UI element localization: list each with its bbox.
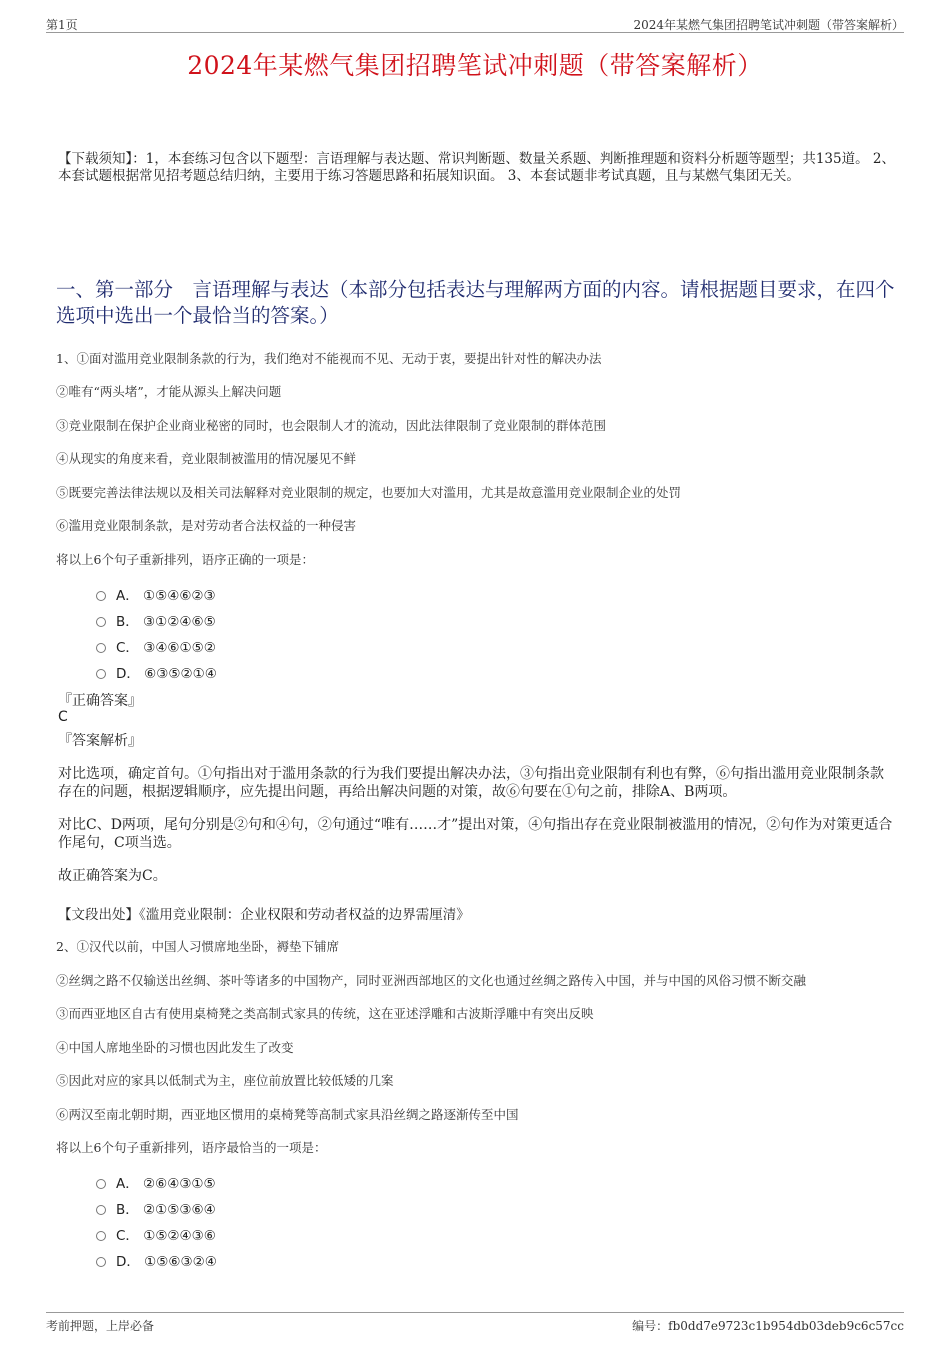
q2-option-b[interactable]: B． ②①⑤③⑥④ [96,1198,216,1218]
q1-line: ④从现实的角度来看，竞业限制被滥用的情况屡见不鲜 [56,451,357,466]
answer-value: C [58,709,68,725]
page-number: 第1页 [46,18,78,32]
page-header [46,14,904,33]
q1-option-d[interactable]: D． ⑥③⑤②①④ [96,662,217,682]
radio-icon[interactable] [96,1257,106,1267]
document-title: 2024年某燃气集团招聘笔试冲刺题（带答案解析） [187,51,763,80]
answer-label: 『正确答案』 [58,693,142,709]
radio-icon[interactable] [96,591,106,601]
q2-option-c[interactable]: C． ①⑤②④③⑥ [96,1224,216,1244]
q1-option-c[interactable]: C． ③④⑥①⑤② [96,636,216,656]
document-id: 编号：fb0dd7e9723c1b954db03deb9c6c57cc [632,1319,904,1333]
q2-line: ④中国人席地坐卧的习惯也因此发生了改变 [56,1040,294,1055]
q1-option-a[interactable]: A． ①⑤④⑥②③ [96,584,216,604]
q2-option-d[interactable]: D． ①⑤⑥③②④ [96,1250,217,1270]
radio-icon[interactable] [96,1205,106,1215]
analysis-paragraph: 对比选项，确定首句。①句指出对于滥用条款的行为我们要提出解决办法，③句指出竞业限制有利也有弊，⑥句指出滥用竞业限制条款存在的问题，根据逻辑顺序，应先提出问题，再给出解决问题的对策，故⑥句要在①句之前，排除A、B两项。 [58,766,884,800]
page-footer [46,1312,904,1337]
radio-icon[interactable] [96,1231,106,1241]
q2-line: ③而西亚地区自古有使用桌椅凳之类高制式家具的传统，这在亚述浮雕和古波斯浮雕中有突出反映 [56,1006,594,1021]
q2-line: 2、①汉代以前，中国人习惯席地坐卧，褥垫下铺席 [56,939,339,954]
q1-line: 1、①面对滥用竞业限制条款的行为，我们绝对不能视而不见、无动于衷，要提出针对性的解决办法 [56,351,602,366]
radio-icon[interactable] [96,643,106,653]
download-notice: 【下载须知】：1，本套练习包含以下题型：言语理解与表达题、常识判断题、数量关系题、判断推理题和资料分析题等题型；共135道。 2、本套试题根据常见招考题总结归纳，主要用于练习答题思路和拓展知识面。 3、本套试题非考试真题，且与某燃气集团无关。 [58,151,895,184]
analysis-paragraph: 对比C、D两项，尾句分别是②句和④句，②句通过“唯有……才”提出对策，④句指出存在竞业限制被滥用的情况，②句作为对策更适合作尾句，C项当选。 [58,817,893,851]
section-title: 一、第一部分 言语理解与表达（本部分包括表达与理解两方面的内容。请根据题目要求，在四个选项中选出一个最恰当的答案。） [56,278,895,327]
analysis-label: 『答案解析』 [58,733,142,749]
analysis-paragraph: 故正确答案为C。 [58,868,167,884]
q2-line: ②丝绸之路不仅输送出丝绸、茶叶等诸多的中国物产，同时亚洲西部地区的文化也通过丝绸之路传入中国，并与中国的风俗习惯不断交融 [56,973,807,988]
q2-line: ⑥两汉至南北朝时期，西亚地区惯用的桌椅凳等高制式家具沿丝绸之路逐渐传至中国 [56,1107,519,1122]
q2-prompt: 将以上6个句子重新排列，语序最恰当的一项是： [56,1140,327,1155]
q2-option-a[interactable]: A． ②⑥④③①⑤ [96,1172,216,1192]
q1-option-b[interactable]: B． ③①②④⑥⑤ [96,610,216,630]
radio-icon[interactable] [96,617,106,627]
radio-icon[interactable] [96,1179,106,1189]
q1-line: ②唯有“两头堵”，才能从源头上解决问题 [56,384,282,399]
source-citation: 【文段出处】《滥用竞业限制：企业权限和劳动者权益的边界需厘清》 [58,907,470,923]
q1-line: ⑥滥用竞业限制条款，是对劳动者合法权益的一种侵害 [56,518,357,533]
radio-icon[interactable] [96,669,106,679]
q2-line: ⑤因此对应的家具以低制式为主，座位前放置比较低矮的几案 [56,1073,394,1088]
q1-line: ⑤既要完善法律法规以及相关司法解释对竞业限制的规定，也要加大对滥用，尤其是故意滥用竞业限制企业的处罚 [56,485,682,500]
header-doc-title: 2024年某燃气集团招聘笔试冲刺题（带答案解析） [633,18,904,32]
footer-slogan: 考前押题，上岸必备 [46,1319,155,1333]
q1-line: ③竞业限制在保护企业商业秘密的同时，也会限制人才的流动，因此法律限制了竞业限制的群体范围 [56,418,607,433]
q1-prompt: 将以上6个句子重新排列，语序正确的一项是： [56,552,314,567]
